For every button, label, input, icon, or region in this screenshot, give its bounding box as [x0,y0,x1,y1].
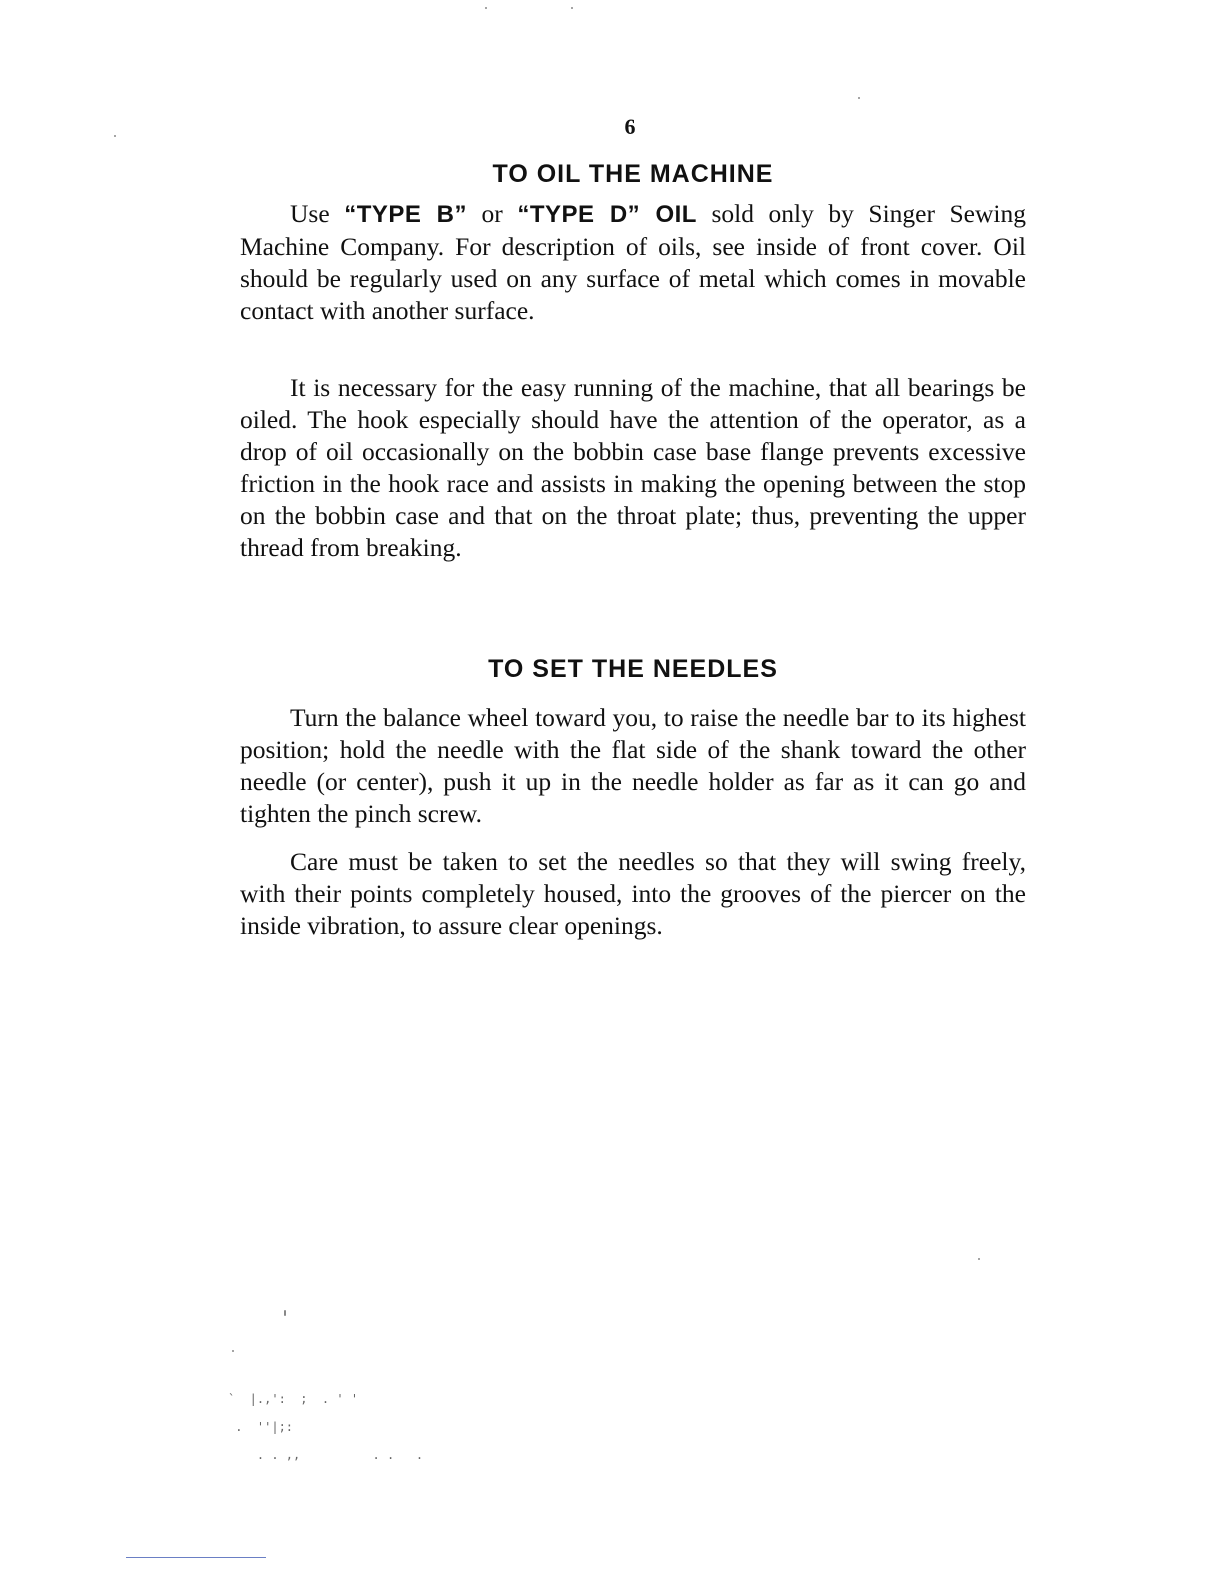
oil-type-b: “TYPE B” [344,201,468,228]
oil-type-d: “TYPE D” OIL [517,201,697,228]
paragraph-oil-bearings: It is necessary for the easy running of the machine, that all bearings be oiled. The hook especially should have the attention of the operator, as a drop of oil occasionally on the bobbin case base flange prevents excessive friction in the hook race and assists in making the opening between the stop on the bobbin case and that on the throat plate; thus, preventing the upper thread from breaking. [240,373,1026,562]
scan-speck [114,135,116,137]
scan-mark: ` |.,': ; . ' ' . ''|;: . . ,, . . . [228,1392,424,1462]
paragraph-needles-turn: Turn the balance wheel toward you, to raise the needle bar to its highest position; hold the needle with the flat side of the shank toward the other needle (or center), push it up in the needle holder as far as it can go and tighten the pinch screw. [240,703,1026,828]
paragraph-oil-rest: sold only by Singer Sewing Machine Company. For description of oils, see inside of front cover. Oil should be regularly used on any surface of metal which comes in movable contact with another surface. [240,199,1026,325]
scan-speck [284,1310,286,1316]
bottom-rule [126,1557,266,1558]
paragraph-oil-intro: Use [290,199,345,228]
scan-speck [858,97,860,99]
scan-speck [232,1350,234,1352]
paragraph-oil-or: or [467,199,518,228]
paragraph-needles-care: Care must be taken to set the needles so that they will swing freely, with their points completely housed, into the grooves of the piercer on the inside vibration, to assure clear openings. [240,847,1026,940]
page-number: 6 [624,114,636,139]
section-heading-oil: TO OIL THE MACHINE [492,160,774,188]
paragraph-oil-type [240,198,1026,327]
scan-speck [485,7,487,9]
scan-speck [978,1258,980,1260]
section-heading-needles: TO SET THE NEEDLES [488,655,778,683]
scan-speck [571,7,573,9]
